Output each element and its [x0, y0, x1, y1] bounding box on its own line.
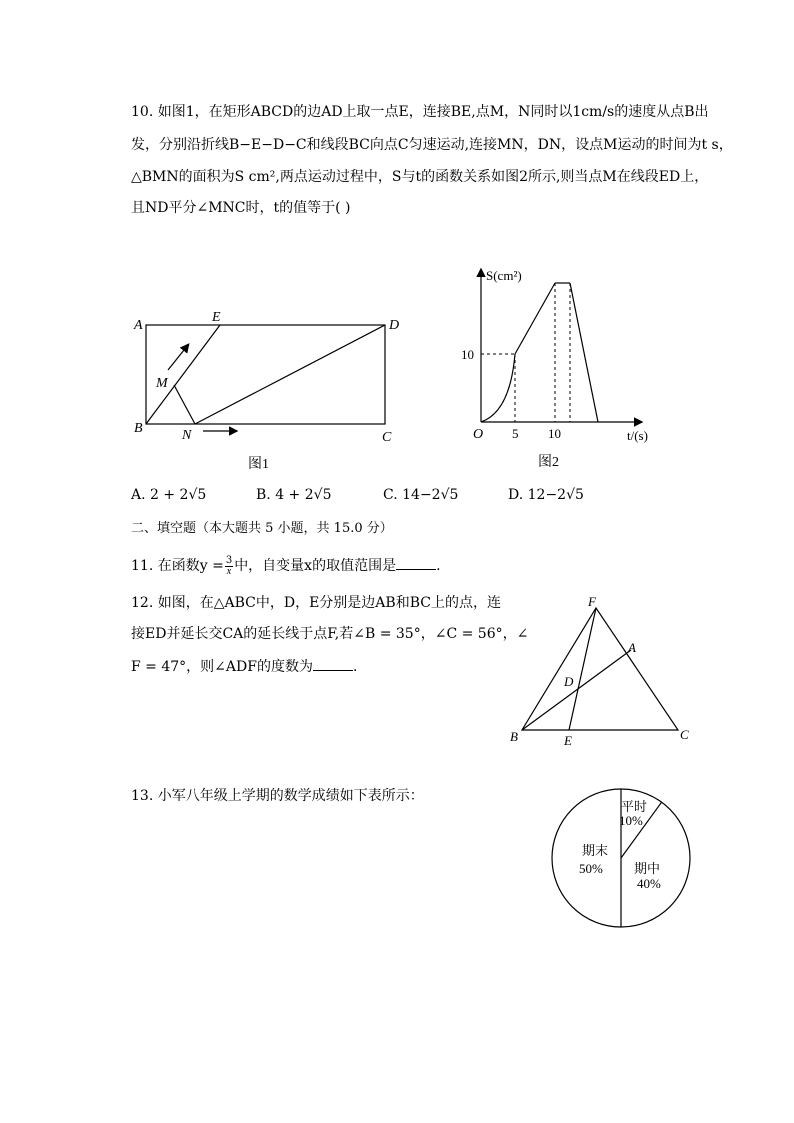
q12-line2: 接ED并延长交CA的延长线于点F,若∠B = 35°，∠C = 56°，∠: [131, 626, 529, 642]
pie-pct-qizhong: 40%: [637, 876, 661, 891]
q11-line: 11. 在函数y = $\frac{3}{x}$ 中，自变量x的取值范围是 .: [131, 554, 441, 577]
label-d: D: [389, 318, 400, 333]
q10-line2: 发，分别沿折线B−E−D−C和线段BC向点C匀速运动,连接MN，DN，设点M运动的时间为t s，: [131, 137, 733, 153]
label-b: B: [510, 729, 518, 744]
figure-triangle: [500, 590, 700, 750]
label-d: D: [564, 674, 574, 689]
option-b[interactable]: B. 4 + 2√5: [256, 487, 332, 503]
curve-segment: [481, 354, 515, 422]
segment-nd: [195, 325, 385, 424]
label-c: C: [680, 727, 689, 742]
option-a[interactable]: A. 2 + 2√5: [131, 487, 207, 503]
pie-chart: [548, 787, 694, 931]
rectangle-abcd: [146, 325, 385, 424]
label-b: B: [134, 421, 143, 436]
segment-ba: [522, 650, 631, 730]
figure-2-caption: 图2: [538, 455, 559, 470]
q10-line4: 且ND平分∠MNC时，t的值等于( ): [131, 200, 351, 216]
option-c[interactable]: C. 14−2√5: [383, 487, 459, 503]
falling-segment: [570, 283, 598, 422]
label-a: A: [628, 640, 636, 655]
label-t-axis: t/(s): [627, 428, 648, 443]
rising-segment: [515, 283, 555, 354]
arrow-m: [168, 345, 188, 370]
pie-pct-pingshi: 10%: [619, 813, 643, 828]
pie-label-pingshi: 平时: [621, 799, 648, 814]
label-e: E: [212, 310, 221, 325]
label-e: E: [564, 733, 572, 748]
figure-1-rectangle: [128, 305, 408, 445]
q10-line1: 10. 如图1，在矩形ABCD的边AD上取一点E，连接BE,点M，N同时以1cm/s的速度从点B出: [131, 104, 709, 120]
option-d[interactable]: D. 12−2√5: [508, 487, 584, 503]
tick-x-10: 10: [548, 426, 561, 441]
q11-answer-blank: [396, 555, 436, 570]
q10-line3: △BMN的面积为S cm²,两点运动过程中，S与t的函数关系如图2所示,则当点M在线段ED上，: [131, 169, 709, 185]
tick-y-10: 10: [461, 347, 474, 362]
segment-be: [146, 325, 220, 424]
q11-fraction: $\frac{3}{x}$: [225, 554, 233, 577]
pie-pct-qimo: 50%: [579, 861, 603, 876]
q12-line3: F = 47°，则∠ADF的度数为 .: [131, 656, 357, 676]
label-a: A: [134, 318, 143, 333]
label-c: C: [382, 430, 392, 445]
label-f: F: [588, 594, 596, 609]
q12-answer-blank: [313, 656, 353, 671]
figure-1-caption: 图1: [248, 457, 269, 472]
label-m: M: [156, 376, 168, 391]
figure-2-graph: [455, 262, 665, 452]
triangle-bfc: [522, 608, 678, 730]
pie-label-qimo: 期末: [582, 843, 609, 858]
label-s-axis: S(cm²): [486, 268, 522, 283]
section-2-title: 二、填空题（本大题共 5 小题，共 15.0 分）: [131, 521, 393, 536]
tick-x-5: 5: [512, 426, 519, 441]
segment-mn: [174, 385, 195, 424]
label-n: N: [182, 428, 192, 443]
q13-line1: 13. 小军八年级上学期的数学成绩如下表所示：: [131, 788, 424, 804]
pie-label-qizhong: 期中: [634, 861, 661, 876]
label-origin: O: [473, 427, 484, 442]
segment-fe: [569, 608, 596, 730]
q12-line1: 12. 如图，在△ABC中，D，E分别是边AB和BC上的点，连: [131, 595, 501, 611]
